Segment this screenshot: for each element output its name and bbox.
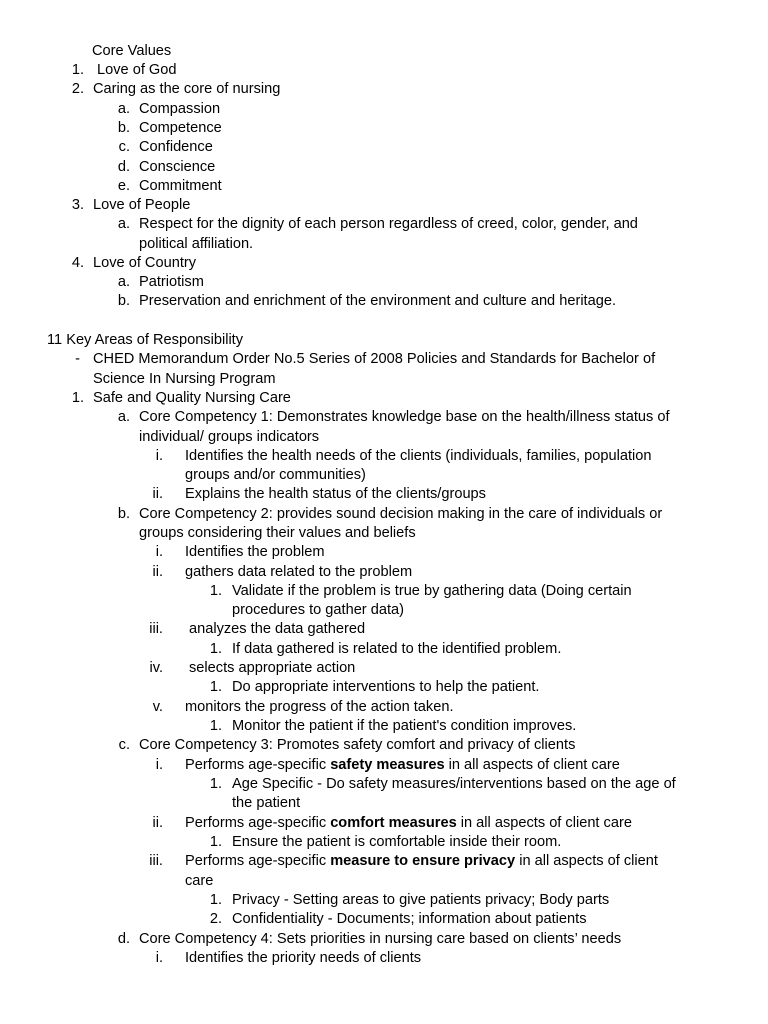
list-item: Caring as the core of nursing <box>93 81 281 97</box>
key-area-title: Safe and Quality Nursing Care <box>93 390 291 406</box>
roman-numeral: ii. <box>152 564 163 580</box>
text-run: in all aspects of client care <box>456 815 632 831</box>
list-number: 1. <box>209 892 222 908</box>
list-letter: a. <box>117 216 130 232</box>
ched-memorandum-note-continuation: Science In Nursing Program <box>93 371 276 387</box>
roman-numeral: iii. <box>149 853 163 869</box>
list-subitem: Conscience <box>139 159 216 175</box>
list-subitem <box>185 756 620 775</box>
list-subitem: Identifies the health needs of the clients (individuals, families, population <box>185 448 652 464</box>
dash-bullet: - <box>75 351 80 367</box>
bold-term: comfort measures <box>330 815 457 831</box>
text-run: Performs age-specific <box>185 757 331 773</box>
list-item: Love of Country <box>93 255 197 271</box>
roman-numeral: iii. <box>149 621 163 637</box>
roman-numeral: i. <box>155 448 163 464</box>
list-subsubitem-continuation: procedures to gather data) <box>232 602 404 618</box>
list-number: 1. <box>209 641 222 657</box>
list-letter: c. <box>118 737 130 753</box>
list-subitem: Respect for the dignity of each person regardless of creed, color, gender, and <box>139 216 638 232</box>
list-number: 1. <box>209 679 222 695</box>
list-subitem: Preservation and enrichment of the environment and culture and heritage. <box>139 293 617 309</box>
list-subitem <box>185 814 632 833</box>
text-run: in all aspects of client care <box>444 757 620 773</box>
list-letter: b. <box>117 293 130 309</box>
core-competency-1-continuation: individual/ groups indicators <box>139 429 320 445</box>
bold-term: safety measures <box>330 757 445 773</box>
list-subitem: Compassion <box>139 101 221 117</box>
core-competency-4: Core Competency 4: Sets priorities in nursing care based on clients’ needs <box>139 931 622 947</box>
list-letter: a. <box>117 274 130 290</box>
list-number: 2. <box>71 81 84 97</box>
key-areas-heading: 11 Key Areas of Responsibility <box>47 332 244 348</box>
bold-term: measure to ensure privacy <box>330 853 516 869</box>
list-subsubitem: Privacy - Setting areas to give patients privacy; Body parts <box>232 892 610 908</box>
list-letter: d. <box>117 931 130 947</box>
list-letter: b. <box>117 120 130 136</box>
list-subitem-continuation: care <box>185 873 214 889</box>
roman-numeral: v. <box>152 699 163 715</box>
core-competency-3: Core Competency 3: Promotes safety comfort and privacy of clients <box>139 737 576 753</box>
list-letter: a. <box>117 409 130 425</box>
list-subsubitem-continuation: the patient <box>232 795 301 811</box>
roman-numeral: iv. <box>149 660 163 676</box>
text-run: Performs age-specific <box>185 815 331 831</box>
text-run: in all aspects of client <box>515 853 658 869</box>
text-run: Performs age-specific <box>185 853 331 869</box>
list-subitem-continuation: groups and/or communities) <box>185 467 366 483</box>
list-number: 1. <box>71 390 84 406</box>
core-values-heading: Core Values <box>92 43 172 59</box>
list-item: Love of People <box>93 197 191 213</box>
list-letter: c. <box>118 139 130 155</box>
list-subitem: Patriotism <box>139 274 204 290</box>
list-number: 1. <box>209 583 222 599</box>
list-subitem: Commitment <box>139 178 222 194</box>
list-subitem: monitors the progress of the action taken. <box>185 699 454 715</box>
roman-numeral: ii. <box>152 815 163 831</box>
core-competency-2: Core Competency 2: provides sound decision making in the care of individuals or <box>139 506 663 522</box>
list-subsubitem: Do appropriate interventions to help the patient. <box>232 679 540 695</box>
list-number: 1. <box>71 62 84 78</box>
list-number: 1. <box>209 776 222 792</box>
roman-numeral: i. <box>155 757 163 773</box>
list-subsubitem: Ensure the patient is comfortable inside their room. <box>232 834 562 850</box>
list-number: 4. <box>71 255 84 271</box>
list-subsubitem: If data gathered is related to the identified problem. <box>232 641 562 657</box>
list-subitem: analyzes the data gathered <box>189 621 366 637</box>
list-number: 1. <box>209 718 222 734</box>
list-subsubitem: Age Specific - Do safety measures/interventions based on the age of <box>232 776 676 792</box>
roman-numeral: ii. <box>152 486 163 502</box>
list-subitem: gathers data related to the problem <box>185 564 413 580</box>
roman-numeral: i. <box>155 544 163 560</box>
core-competency-2-continuation: groups considering their values and beliefs <box>139 525 416 541</box>
list-subsubitem: Monitor the patient if the patient's condition improves. <box>232 718 577 734</box>
ched-memorandum-note: CHED Memorandum Order No.5 Series of 2008 Policies and Standards for Bachelor of <box>93 351 656 367</box>
list-letter: a. <box>117 101 130 117</box>
list-subitem <box>185 852 658 871</box>
list-letter: d. <box>117 159 130 175</box>
list-letter: b. <box>117 506 130 522</box>
list-number: 3. <box>71 197 84 213</box>
list-number: 2. <box>209 911 222 927</box>
list-subitem: selects appropriate action <box>189 660 356 676</box>
list-letter: e. <box>117 178 130 194</box>
list-subitem: Competence <box>139 120 222 136</box>
list-item: Love of God <box>97 62 177 78</box>
list-number: 1. <box>209 834 222 850</box>
list-subsubitem: Validate if the problem is true by gathering data (Doing certain <box>232 583 632 599</box>
list-subsubitem: Confidentiality - Documents; information about patients <box>232 911 587 927</box>
list-subitem: Explains the health status of the clients/groups <box>185 486 486 502</box>
list-subitem-continuation: political affiliation. <box>139 236 254 252</box>
roman-numeral: i. <box>155 950 163 966</box>
list-subitem: Identifies the priority needs of clients <box>185 950 422 966</box>
list-subitem: Identifies the problem <box>185 544 325 560</box>
core-competency-1: Core Competency 1: Demonstrates knowledge base on the health/illness status of <box>139 409 670 425</box>
list-subitem: Confidence <box>139 139 213 155</box>
